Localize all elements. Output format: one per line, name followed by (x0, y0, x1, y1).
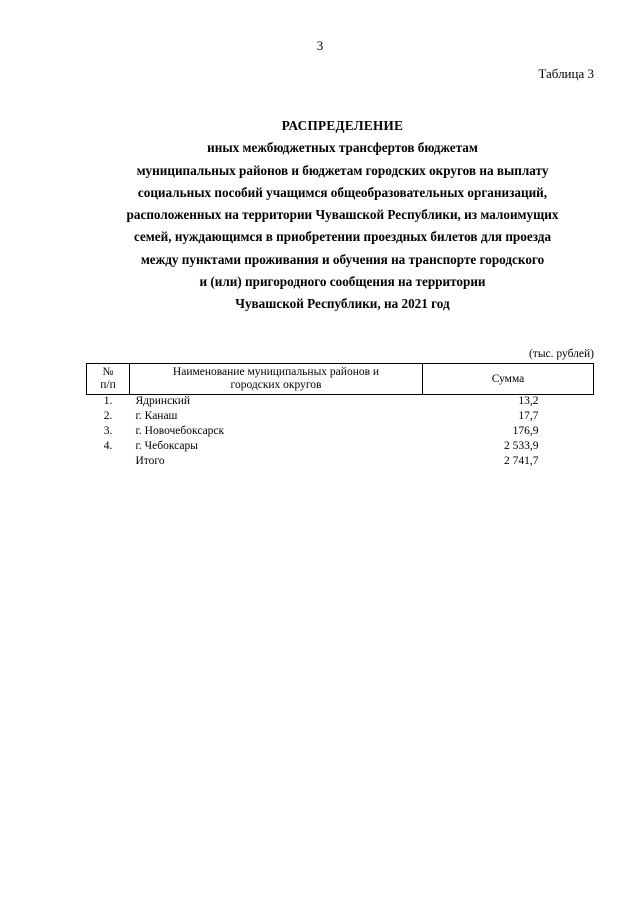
header-num-line1: № (102, 366, 114, 378)
row-num: 1. (103, 395, 113, 407)
table-row (87, 440, 594, 455)
title-line: Чувашской Республики, на 2021 год (235, 296, 450, 312)
data-table (86, 363, 594, 470)
title-line: расположенных на территории Чувашской Республики, из малоимущих (126, 207, 559, 223)
total-sum: 2 741,7 (504, 455, 539, 467)
row-sum: 176,9 (512, 425, 539, 437)
row-num: 3. (103, 425, 113, 437)
total-name: Итого (135, 455, 165, 467)
header-name-line2: городских округов (230, 379, 322, 391)
header-name (130, 364, 423, 395)
row-sum: 2 533,9 (504, 440, 539, 452)
table-row (87, 425, 594, 440)
table-row (87, 395, 594, 411)
row-name: г. Канаш (135, 410, 178, 422)
table-total-row (87, 455, 594, 470)
header-name-line1: Наименование муниципальных районов и (172, 366, 380, 378)
row-sum: 13,2 (518, 395, 539, 407)
units-note: (тыс. рублей) (528, 348, 594, 360)
title-line: и (или) пригородного сообщения на территории (199, 274, 486, 290)
row-sum: 17,7 (518, 410, 539, 422)
row-name: Ядринский (135, 395, 191, 407)
table-label: Таблица 3 (538, 66, 594, 81)
title-line: между пунктами проживания и обучения на транспорте городского (140, 251, 545, 267)
total-num (87, 455, 130, 470)
page-number: 3 (316, 38, 324, 53)
header-num (87, 364, 130, 395)
title-line: семей, нуждающимся в приобретении проездных билетов для проезда (133, 229, 552, 245)
title-heading: РАСПРЕДЕЛЕНИЕ (281, 118, 404, 133)
table-header-row (87, 364, 594, 395)
row-num: 2. (103, 410, 113, 422)
title-line: муниципальных районов и бюджетам городских округов на выплату (136, 162, 549, 178)
header-sum: Сумма (423, 364, 594, 395)
row-name: г. Новочебоксарск (135, 425, 225, 437)
row-name: г. Чебоксары (135, 440, 198, 452)
header-num-line2: п/п (100, 379, 116, 391)
title-line: иных межбюджетных трансфертов бюджетам (207, 140, 478, 156)
table-row (87, 410, 594, 425)
title-line: социальных пособий учащимся общеобразовательных организаций, (137, 184, 548, 200)
row-num: 4. (103, 440, 113, 452)
document-title (60, 115, 625, 316)
